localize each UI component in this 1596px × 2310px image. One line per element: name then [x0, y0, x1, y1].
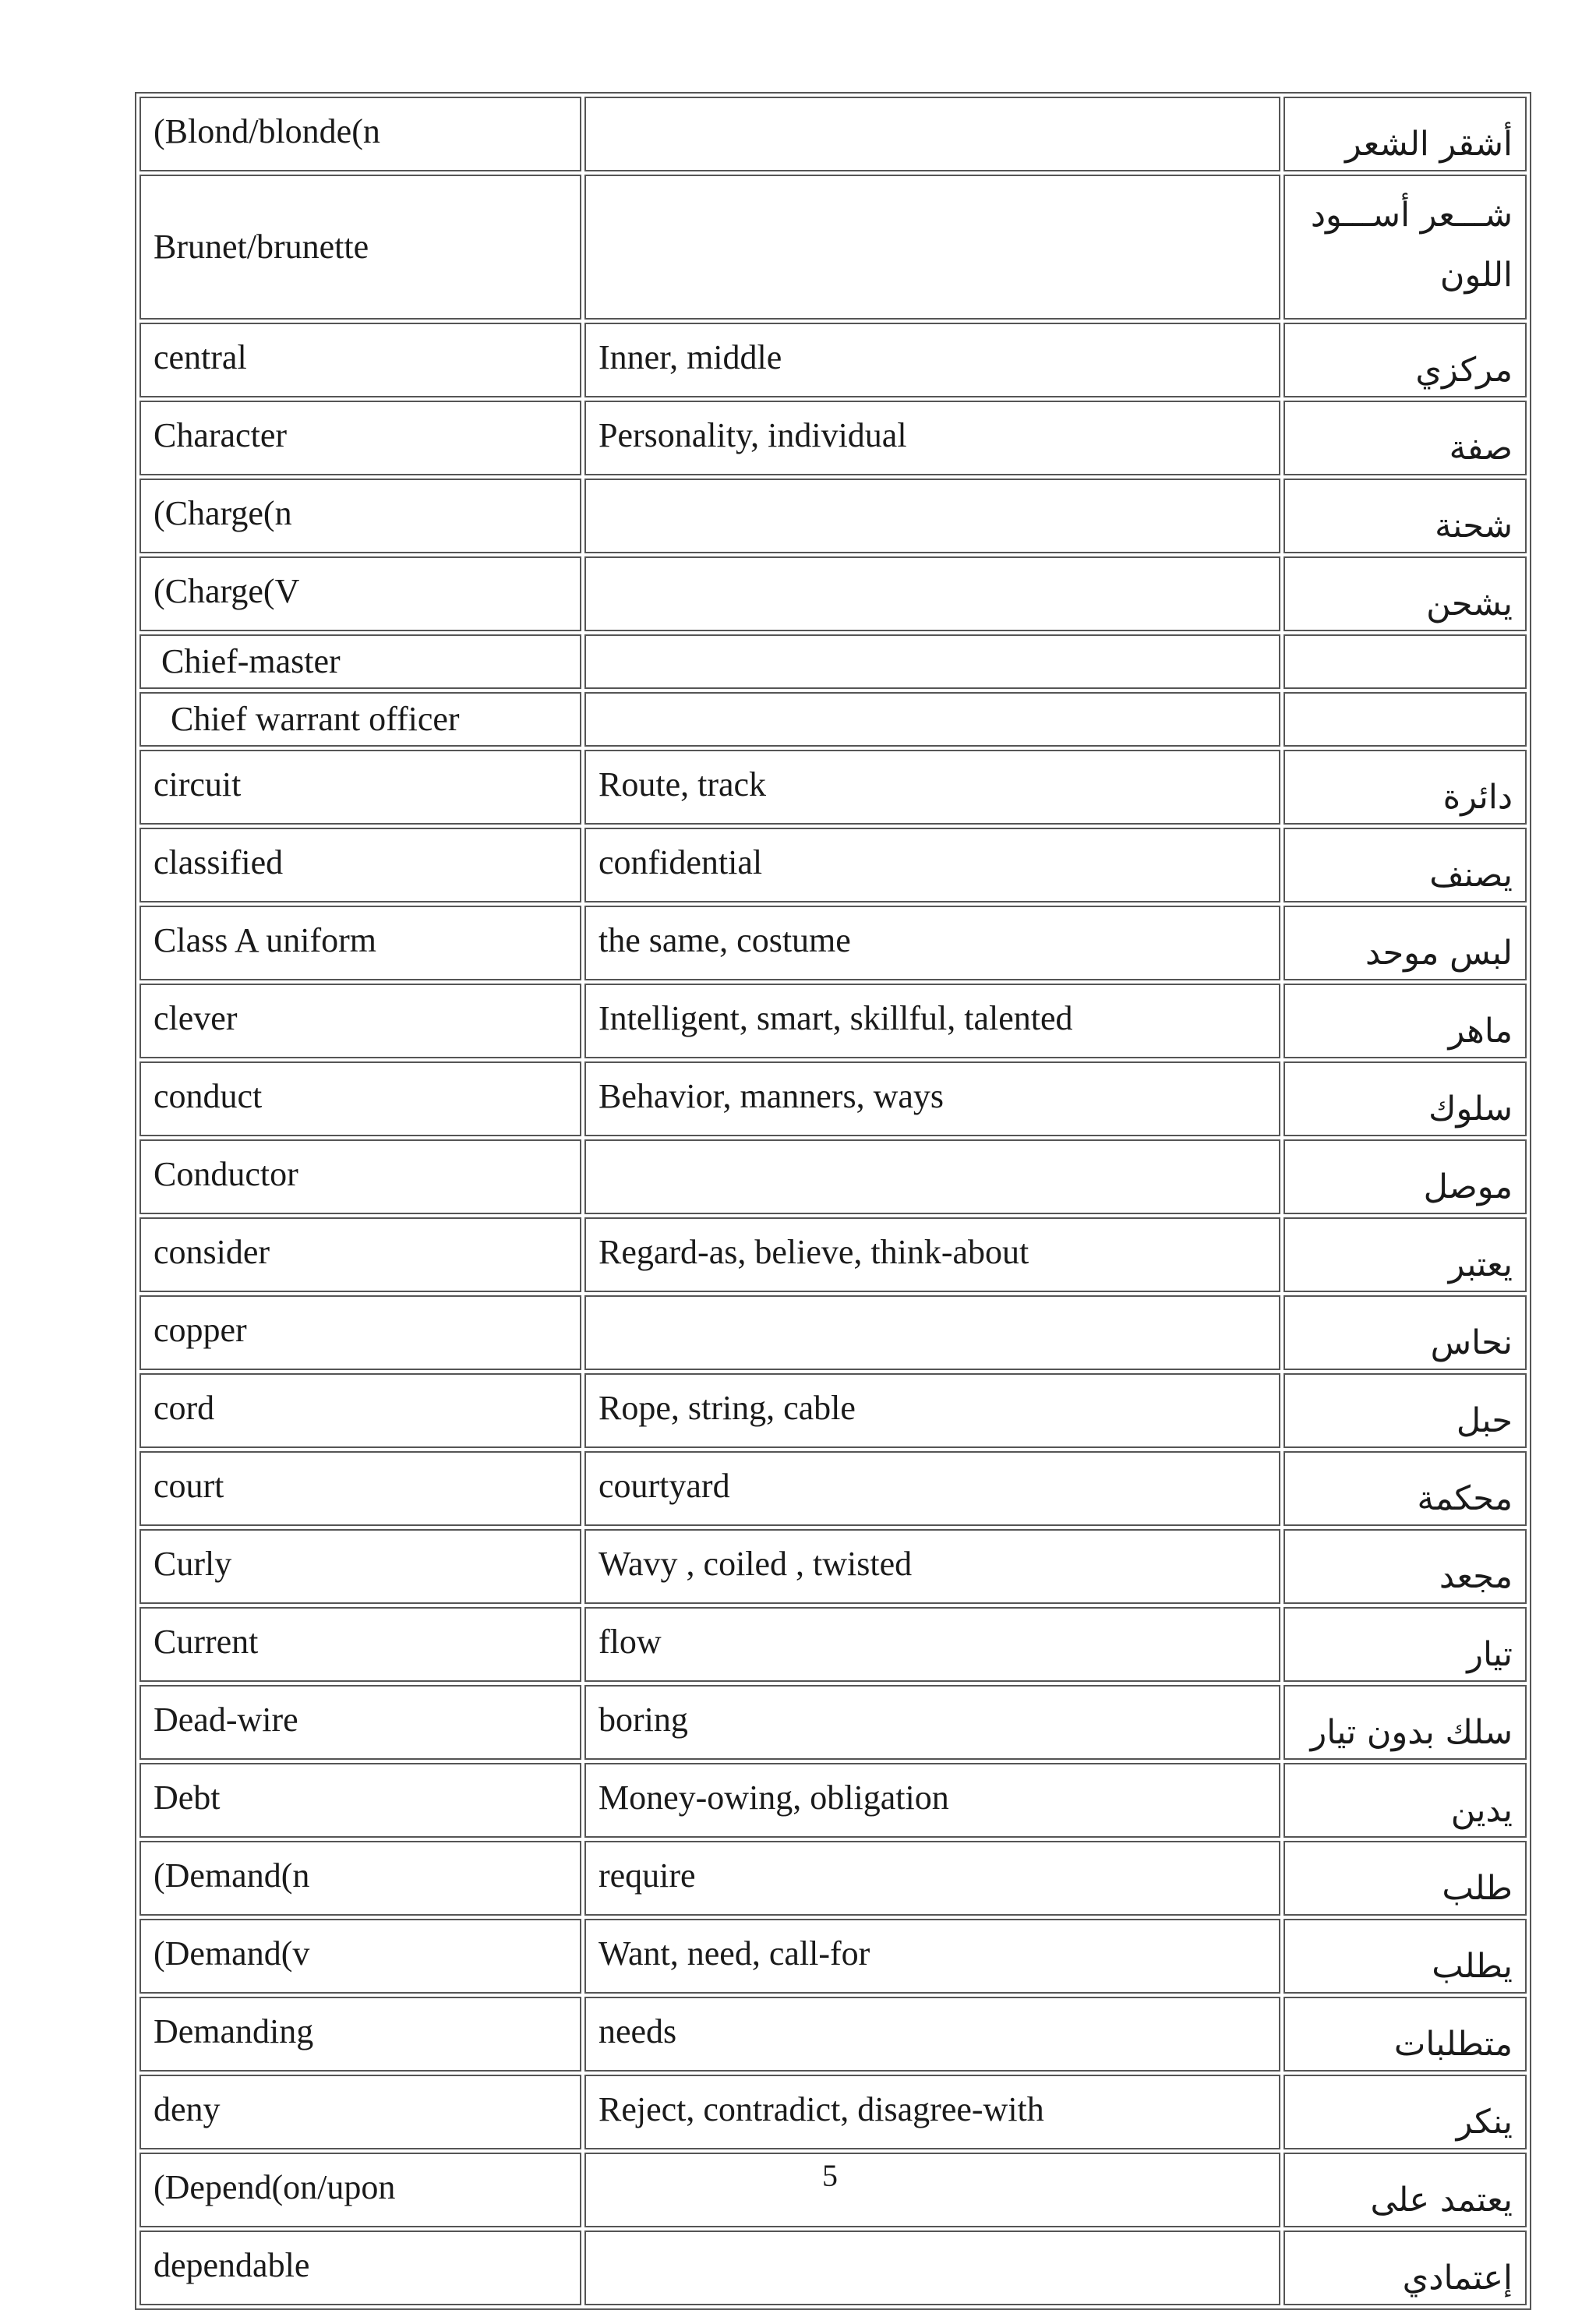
arabic-cell: يطلب — [1284, 1919, 1527, 1994]
arabic-cell: يعتمد على — [1284, 2153, 1527, 2227]
term-cell: Debt — [139, 1763, 581, 1838]
term-cell: clever — [139, 984, 581, 1058]
synonyms-cell: needs — [584, 1997, 1280, 2072]
term-cell: (Demand(n — [139, 1841, 581, 1916]
table-row — [139, 1841, 1527, 1916]
term-cell: (Charge(n — [139, 479, 581, 553]
synonyms-cell — [584, 2231, 1280, 2305]
table-row — [139, 175, 1527, 320]
synonyms-cell: the same, costume — [584, 906, 1280, 980]
term-cell: (Charge(V — [139, 556, 581, 631]
synonyms-cell — [584, 556, 1280, 631]
arabic-cell: طلب — [1284, 1841, 1527, 1916]
arabic-cell: سلك بدون تيار — [1284, 1685, 1527, 1760]
term-cell: (Blond/blonde(n — [139, 97, 581, 171]
synonyms-cell: Regard-as, believe, think-about — [584, 1217, 1280, 1292]
table-row — [139, 1217, 1527, 1292]
synonyms-cell — [584, 634, 1280, 689]
arabic-cell: يصنف — [1284, 828, 1527, 902]
arabic-cell: أشقر الشعر — [1284, 97, 1527, 171]
table-row — [139, 750, 1527, 825]
synonyms-cell: Intelligent, smart, skillful, talented — [584, 984, 1280, 1058]
arabic-cell: مركزي — [1284, 323, 1527, 397]
term-cell: Chief warrant officer — [139, 692, 581, 747]
arabic-cell: إعتمادي — [1284, 2231, 1527, 2305]
term-cell: Class A uniform — [139, 906, 581, 980]
synonyms-cell — [584, 175, 1280, 320]
term-cell: Conductor — [139, 1139, 581, 1214]
arabic-cell: موصل — [1284, 1139, 1527, 1214]
table-row — [139, 692, 1527, 747]
synonyms-cell — [584, 1139, 1280, 1214]
term-cell: Current — [139, 1607, 581, 1682]
term-cell: consider — [139, 1217, 581, 1292]
term-cell: Curly — [139, 1529, 581, 1604]
synonyms-cell: Personality, individual — [584, 401, 1280, 475]
synonyms-cell — [584, 692, 1280, 747]
term-cell: classified — [139, 828, 581, 902]
synonyms-cell: Inner, middle — [584, 323, 1280, 397]
term-cell: Chief-master — [139, 634, 581, 689]
table-row — [139, 984, 1527, 1058]
table-row — [139, 2231, 1527, 2305]
synonyms-cell — [584, 97, 1280, 171]
arabic-cell: محكمة — [1284, 1451, 1527, 1526]
arabic-cell: سلوك — [1284, 1061, 1527, 1136]
table-row — [139, 401, 1527, 475]
table-row — [139, 556, 1527, 631]
table-row — [139, 828, 1527, 902]
synonyms-cell: confidential — [584, 828, 1280, 902]
arabic-cell — [1284, 634, 1527, 689]
table-row — [139, 479, 1527, 553]
arabic-cell: يدين — [1284, 1763, 1527, 1838]
synonyms-cell: boring — [584, 1685, 1280, 1760]
term-cell: conduct — [139, 1061, 581, 1136]
vocabulary-table — [135, 92, 1531, 2310]
synonyms-cell: flow — [584, 1607, 1280, 1682]
arabic-cell: شـــعر أســـود اللون — [1284, 175, 1527, 320]
table-row — [139, 1373, 1527, 1448]
arabic-cell: نحاس — [1284, 1295, 1527, 1370]
table-row — [139, 1061, 1527, 1136]
term-cell: Dead-wire — [139, 1685, 581, 1760]
term-cell: (Depend(on/upon — [139, 2153, 581, 2227]
synonyms-cell: Rope, string, cable — [584, 1373, 1280, 1448]
arabic-cell: صفة — [1284, 401, 1527, 475]
table-row — [139, 2075, 1527, 2149]
arabic-cell: ينكر — [1284, 2075, 1527, 2149]
term-cell: copper — [139, 1295, 581, 1370]
synonyms-cell: Route, track — [584, 750, 1280, 825]
arabic-cell: يشحن — [1284, 556, 1527, 631]
page-number: 5 — [822, 2158, 838, 2193]
term-cell: (Demand(v — [139, 1919, 581, 1994]
term-cell: Demanding — [139, 1997, 581, 2072]
term-cell: cord — [139, 1373, 581, 1448]
arabic-cell: يعتبر — [1284, 1217, 1527, 1292]
table-row — [139, 1607, 1527, 1682]
arabic-cell: متطلبات — [1284, 1997, 1527, 2072]
arabic-cell: لبس موحد — [1284, 906, 1527, 980]
table-row — [139, 1295, 1527, 1370]
table-row — [139, 1685, 1527, 1760]
arabic-cell: مجعد — [1284, 1529, 1527, 1604]
table-row — [139, 1919, 1527, 1994]
synonyms-cell: Wavy , coiled , twisted — [584, 1529, 1280, 1604]
table-row — [139, 1529, 1527, 1604]
term-cell: dependable — [139, 2231, 581, 2305]
synonyms-cell: require — [584, 1841, 1280, 1916]
synonyms-cell: Money-owing, obligation — [584, 1763, 1280, 1838]
arabic-cell: حبل — [1284, 1373, 1527, 1448]
table-row — [139, 906, 1527, 980]
term-cell: Character — [139, 401, 581, 475]
term-cell: court — [139, 1451, 581, 1526]
term-cell: central — [139, 323, 581, 397]
table-row — [139, 97, 1527, 171]
synonyms-cell: Behavior, manners, ways — [584, 1061, 1280, 1136]
term-cell: deny — [139, 2075, 581, 2149]
term-cell: Brunet/brunette — [139, 175, 581, 320]
table-row — [139, 1763, 1527, 1838]
arabic-cell: ماهر — [1284, 984, 1527, 1058]
synonyms-cell: Want, need, call-for — [584, 1919, 1280, 1994]
table-row — [139, 323, 1527, 397]
synonyms-cell — [584, 479, 1280, 553]
arabic-cell: شحنة — [1284, 479, 1527, 553]
arabic-cell: دائرة — [1284, 750, 1527, 825]
table-row — [139, 1139, 1527, 1214]
synonyms-cell: courtyard — [584, 1451, 1280, 1526]
table-row — [139, 1451, 1527, 1526]
arabic-cell — [1284, 692, 1527, 747]
term-cell: circuit — [139, 750, 581, 825]
synonyms-cell: Reject, contradict, disagree-with — [584, 2075, 1280, 2149]
synonyms-cell — [584, 1295, 1280, 1370]
table-row — [139, 634, 1527, 689]
arabic-cell: تيار — [1284, 1607, 1527, 1682]
table-row — [139, 1997, 1527, 2072]
